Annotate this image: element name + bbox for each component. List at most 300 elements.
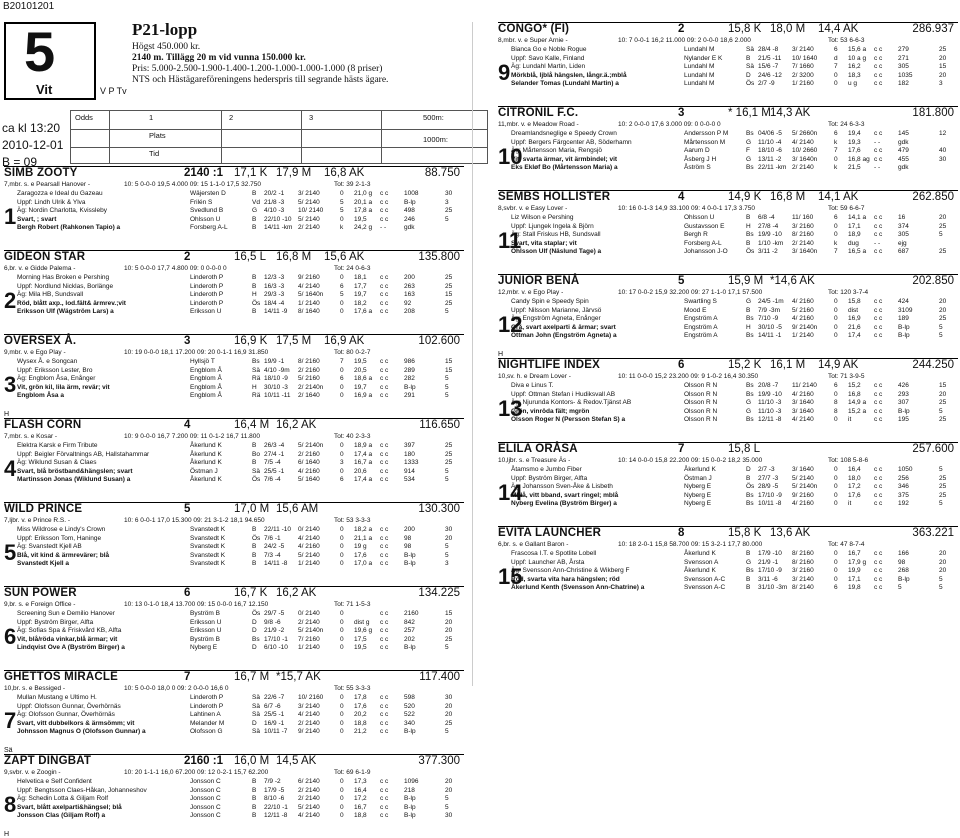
start-cell: 17/9 -10: [758, 550, 782, 557]
start-cell: 30/10 -3: [264, 383, 288, 391]
start-cell: c c: [380, 442, 389, 449]
start-cell: 19,7: [354, 383, 367, 391]
start-cell: Gustavsson E: [684, 222, 725, 230]
detail-line: Vit, grön kil, lila ärm, revär; vit: [17, 383, 110, 391]
start-cell: Andersson P M: [684, 130, 729, 137]
detail-line: Uppf: Eriksson Lester, Bro: [17, 366, 93, 374]
start-cell: gdk: [898, 138, 909, 146]
start-cell: Melander M: [190, 719, 225, 727]
distance: 5: [678, 275, 685, 287]
start-cell: 20,6: [354, 467, 367, 475]
start-row: [190, 291, 465, 300]
start-cell: 5: [340, 291, 344, 298]
record-2: 16,8 M: [770, 191, 806, 203]
horse-entry: [4, 502, 464, 586]
total-stats: Tot: 47 8-7-4: [828, 541, 865, 548]
start-row: [684, 164, 959, 173]
start-cell: c c: [874, 550, 883, 557]
start-cell: 5: [939, 231, 943, 238]
entry-header: [498, 191, 958, 205]
start-row: [190, 216, 465, 225]
start-cell: c c: [380, 627, 389, 634]
start-cell: 0: [834, 155, 838, 163]
start-cell: k: [340, 224, 344, 231]
distance: 3: [184, 335, 191, 347]
start-cell: 192: [898, 500, 909, 507]
start-cell: 17,6: [354, 551, 367, 559]
total-stats: Tot: 80 0-2-7: [334, 349, 371, 356]
pedigree: 6,br. s. e Gallant Baron -: [498, 541, 569, 548]
start-cell: 20/8 -7: [758, 382, 779, 389]
start-cell: 3109: [898, 306, 913, 314]
detail-line: Svart, ; svart: [17, 215, 57, 223]
pedigree-line: [498, 373, 958, 382]
start-cell: 195: [898, 416, 909, 423]
start-cell: Åkerlund K: [190, 476, 222, 483]
entry-header: [498, 107, 958, 121]
start-cell: 25/5 -1: [264, 467, 285, 475]
start-cell: B-lp: [404, 803, 416, 811]
detail-line: Svart, blå bröstband&hängslen; svart: [17, 467, 133, 475]
start-cell: B-lp: [898, 407, 910, 415]
start-cell: c c: [380, 543, 389, 550]
start-cell: Forsberg A-L: [684, 239, 722, 247]
horse-details: [17, 442, 149, 485]
start-row: [190, 812, 465, 821]
start-cell: 5: [445, 728, 449, 735]
detail-line: Uppf: Olofsson Gunnar, Överhörnäs: [17, 702, 121, 710]
start-cell: 28/4 -8: [758, 46, 779, 53]
start-cell: B: [252, 282, 257, 290]
start-cell: Östman J: [684, 474, 712, 482]
right-column: [498, 22, 958, 610]
entry-header: [498, 23, 958, 37]
start-cell: Sä: [252, 366, 260, 374]
start-cell: 5: [939, 323, 943, 331]
pedigree-line: [4, 601, 464, 610]
start-cell: 291: [404, 392, 415, 399]
total-stats: Tot: 53 6-6-3: [828, 37, 865, 44]
start-cell: 2/7 -9: [758, 80, 775, 87]
start-cell: c c: [380, 803, 389, 811]
start-cell: 0: [834, 298, 838, 305]
start-cell: 29/3 -3: [264, 291, 285, 298]
start-cell: 2/ 2160: [298, 450, 320, 458]
start-cell: 0: [340, 618, 344, 626]
start-cell: 426: [898, 382, 909, 389]
horse-name: CITRONIL F.C.: [498, 107, 579, 119]
start-row: [684, 223, 959, 232]
start-cell: 10/11 -11: [264, 392, 291, 399]
start-cell: 9/ 2140: [298, 728, 320, 735]
start-cell: B: [252, 803, 257, 811]
start-cell: Lundahl M: [684, 71, 715, 79]
start-cell: c c: [874, 222, 883, 230]
detail-line: Grön, vinröda fält; mgrön: [511, 407, 590, 415]
start-cell: Ös: [252, 476, 261, 483]
track-code: B = 09: [2, 155, 38, 169]
start-row: [684, 324, 959, 333]
start-cell: 3/ 2160: [792, 222, 814, 230]
start-cell: 24/6 -12: [758, 71, 782, 79]
start-cell: Åkerlund K: [190, 442, 222, 449]
pedigree: 10,sv. h. e Dream Lover -: [498, 373, 571, 380]
start-cell: 22/10 -1: [264, 803, 288, 811]
record-2: 16,1 M: [770, 359, 806, 371]
start-cell: 1/ 2140: [298, 299, 320, 307]
detail-line: Wysex Å. e Songcan: [17, 358, 78, 365]
start-cell: Forsberg A-L: [190, 224, 228, 231]
start-row: [190, 442, 465, 451]
start-row: [684, 46, 959, 55]
start-cell: 25: [939, 46, 947, 53]
horse-details: [17, 610, 125, 653]
horse-details: [511, 550, 644, 593]
start-cell: c c: [380, 291, 389, 298]
start-cell: dug: [848, 239, 859, 247]
start-cell: c c: [380, 728, 389, 735]
record-2: 18,0 M: [770, 23, 806, 35]
pedigree-line: [498, 37, 958, 46]
start-cell: 7/10 -9: [758, 315, 779, 322]
start-cell: k: [834, 138, 838, 146]
start-cell: 18,1: [354, 274, 367, 281]
earnings: 181.800: [912, 107, 954, 119]
detail-line: Äg: Stall Friskus HB, Sundsvall: [511, 231, 601, 238]
distance: 6: [184, 587, 191, 599]
start-cell: Ös: [252, 534, 261, 542]
season-stats: 10: 11 0-0-0 15,2 23.200 09: 9 1-0-2 16,4 30.350: [618, 373, 759, 380]
start-cell: 0: [340, 560, 344, 567]
detail-line: Helvetica e Self Confident: [17, 778, 92, 785]
horse-entry: [4, 166, 464, 250]
start-cell: Lundahl M: [684, 63, 715, 70]
start-cell: B: [746, 575, 751, 583]
start-cell: 5/ 2160: [792, 306, 814, 314]
earnings: 134.225: [418, 587, 460, 599]
start-cell: 1/ 2160: [792, 80, 814, 87]
start-cell: Svensson A-C: [684, 584, 726, 591]
start-row: [684, 72, 959, 81]
start-cell: 17,5: [354, 635, 367, 643]
start-cell: 5/ 2140n: [792, 483, 818, 490]
start-cell: 25: [445, 635, 453, 643]
entry-body: [4, 274, 464, 334]
start-cell: 20: [445, 618, 453, 626]
start-cell: c c: [380, 215, 389, 223]
start-cell: 28/9 -5: [758, 483, 779, 490]
horse-entry: [498, 22, 958, 106]
total-stats: Tot: 71 3-9-5: [828, 373, 865, 380]
start-cell: Lundahl M: [684, 80, 715, 87]
start-cell: c c: [380, 560, 389, 567]
start-cell: Vd: [252, 198, 260, 206]
detail-line: Äg: Mila HB, Sundsvall: [17, 291, 84, 298]
start-cell: 10/ 2160: [298, 694, 324, 701]
start-cell: 5: [939, 407, 943, 415]
pedigree-line: [498, 121, 958, 130]
start-cell: dist: [848, 306, 859, 314]
start-cell: Svanstedt K: [190, 551, 226, 559]
start-cell: 17,9 g: [848, 558, 867, 566]
earnings: 363.221: [912, 527, 954, 539]
start-cell: D: [252, 719, 257, 727]
start-cell: 17,7: [354, 282, 367, 290]
start-cell: 2/ 2140n: [298, 383, 324, 391]
start-cell: 1/10 -km: [758, 239, 784, 247]
start-cell: 10/11 -8: [758, 500, 782, 507]
start-cell: 8/ 2140: [792, 584, 814, 591]
start-cell: G: [746, 298, 752, 305]
start-row: [684, 382, 959, 391]
start-cell: 0: [340, 728, 344, 735]
start-cell: 25: [939, 248, 947, 255]
detail-line: Uppf: Ljungek Ingela & Björn: [511, 222, 594, 230]
start-cell: 17,6: [848, 147, 861, 154]
start-cell: c c: [380, 618, 389, 626]
start-cell: 0: [340, 551, 344, 559]
start-cell: 14/11 -9: [264, 308, 288, 315]
start-cell: Lahtinen A: [190, 711, 221, 718]
start-cell: 0: [340, 795, 344, 802]
start-cell: 18,9: [848, 231, 861, 238]
start-cell: 5: [340, 207, 344, 214]
start-cell: Åkerlund K: [684, 466, 716, 473]
start-cell: 6: [834, 584, 838, 591]
start-cell: 1/ 2140: [298, 644, 320, 651]
recent-starts: [190, 778, 465, 821]
start-cell: Johansson J-O: [684, 248, 728, 255]
start-cell: H: [252, 291, 257, 298]
recent-starts: [190, 694, 465, 737]
start-cell: 8/ 2160: [792, 231, 814, 238]
start-row: [684, 550, 959, 559]
start-cell: c c: [380, 476, 389, 483]
start-row: [190, 283, 465, 292]
start-cell: Eriksson U: [190, 308, 222, 315]
start-cell: c c: [874, 332, 883, 339]
start-cell: 2/7 -3: [758, 466, 775, 473]
record-2: 16,2 AK: [276, 419, 317, 431]
entry-body: [4, 610, 464, 670]
start-cell: 3/ 1640n: [792, 248, 818, 255]
start-cell: G: [252, 207, 258, 214]
start-cell: 0: [340, 467, 344, 475]
recent-starts: [684, 550, 959, 593]
start-cell: 18,9 a: [354, 442, 373, 449]
start-cell: 4/ 2160: [792, 500, 814, 507]
entry-body: [498, 298, 958, 358]
season-stats: 10: 7 0-0-1 16,2 11.000 09: 2 0-0-0 18,6 2.000: [618, 37, 751, 44]
start-row: [684, 63, 959, 72]
start-cell: Svanstedt K: [190, 534, 226, 542]
start-cell: 200: [404, 526, 415, 533]
start-cell: 7: [834, 147, 838, 154]
start-cell: 25: [445, 719, 453, 727]
start-cell: Bs: [746, 491, 754, 499]
start-cell: 0: [834, 416, 838, 423]
start-cell: 3/ 1640: [792, 399, 814, 406]
start-cell: 25: [939, 315, 947, 322]
start-cell: 7/9 -2: [264, 778, 281, 785]
start-cell: 479: [898, 147, 909, 154]
start-cell: c c: [874, 231, 883, 238]
detail-line: Uppf: Ottman Stefan i Hudiksvall AB: [511, 390, 616, 398]
start-row: [684, 483, 959, 492]
horse-name: JUNIOR BENÅ: [498, 275, 580, 287]
start-cell: 842: [404, 618, 415, 626]
start-row: [190, 804, 465, 813]
earnings: 377.300: [418, 755, 460, 767]
start-cell: 98: [404, 543, 412, 550]
start-cell: Bergh R: [684, 231, 708, 238]
start-cell: 20: [939, 550, 947, 557]
start-cell: 0: [340, 812, 344, 819]
start-row: [190, 728, 465, 737]
start-cell: Linderoth P: [190, 282, 224, 290]
start-cell: 20: [939, 306, 947, 314]
record-2: 15,6 AM: [276, 503, 319, 515]
start-cell: c c: [380, 450, 389, 458]
start-cell: B: [746, 239, 751, 247]
start-cell: 21,6: [848, 323, 861, 331]
start-cell: Åsberg J H: [684, 155, 717, 163]
detail-line: Ottman John (Engström Agneta) a: [511, 332, 617, 339]
start-cell: c c: [874, 575, 883, 583]
start-cell: Engblom Å: [190, 375, 222, 382]
horse-entry: [4, 754, 464, 838]
start-number: 7: [4, 708, 17, 733]
entry-body: [4, 190, 464, 250]
recent-starts: [190, 526, 465, 569]
start-number: 4: [4, 456, 17, 481]
document-id: B20101201: [3, 1, 55, 12]
start-cell: 16,9: [848, 315, 861, 322]
start-cell: 20,5: [354, 366, 367, 374]
start-cell: c c: [380, 526, 389, 533]
start-cell: Olsson R N: [684, 382, 718, 389]
start-cell: B: [252, 526, 257, 533]
start-number: 12: [498, 312, 523, 337]
start-cell: 1096: [404, 778, 419, 785]
total-stats: Tot: 71 1-5-3: [334, 601, 371, 608]
start-cell: 2/ 2140: [792, 164, 814, 171]
start-cell: Lundahl M: [684, 46, 715, 53]
start-cell: 2/ 2140: [298, 618, 320, 626]
start-cell: 182: [898, 80, 909, 87]
start-cell: 163: [404, 291, 415, 298]
start-cell: 10 a g: [848, 54, 867, 62]
start-number: 5: [4, 540, 17, 565]
start-cell: 424: [898, 298, 909, 305]
start-cell: 19/9 -1: [264, 358, 285, 365]
start-cell: 6: [340, 375, 344, 382]
track-letter: H: [498, 351, 504, 358]
start-cell: 17,2: [848, 483, 861, 490]
start-row: [684, 567, 959, 576]
race-conditions: [132, 42, 388, 86]
start-row: [684, 214, 959, 223]
start-cell: 0: [340, 308, 344, 315]
start-cell: c c: [380, 719, 389, 727]
record-1: 15,8 L: [728, 443, 760, 455]
track-letter: H: [4, 831, 10, 838]
start-row: [190, 476, 465, 485]
entry-body: [498, 130, 958, 190]
earnings: 202.850: [912, 275, 954, 287]
race-info-line: Högst 450.000 kr.: [132, 42, 201, 52]
start-cell: 0: [834, 474, 838, 482]
start-cell: 2/ 2160: [298, 366, 320, 374]
detail-line: Olsson Roger N (Persson Stefan S) a: [511, 416, 626, 423]
detail-line: Elektra Karsk e Firm Tribute: [17, 442, 98, 449]
start-cell: 7/ 1660: [792, 63, 814, 70]
start-cell: 0: [340, 702, 344, 710]
horse-details: [511, 130, 632, 173]
pedigree: 9,mbr. v. e Ego Play -: [4, 349, 66, 356]
start-cell: 19/9 -10: [758, 390, 782, 398]
odds-label: Odds: [75, 113, 93, 122]
split-500: 500m:: [423, 113, 444, 122]
start-cell: B-lp: [898, 323, 910, 331]
start-cell: 25: [939, 474, 947, 482]
start-cell: 6/ 1640: [298, 459, 320, 466]
start-cell: 0: [834, 550, 838, 557]
start-cell: 5: [445, 308, 449, 315]
start-cell: 3: [340, 459, 344, 466]
start-cell: G: [746, 155, 752, 163]
start-cell: c c: [380, 778, 389, 785]
start-cell: 0: [340, 719, 344, 727]
detail-line: Diva e Linus T.: [511, 382, 554, 389]
start-row: [190, 610, 465, 619]
start-cell: 7/6 -1: [264, 534, 281, 542]
start-cell: 3/11 -2: [758, 248, 778, 255]
start-cell: c c: [874, 155, 883, 163]
start-cell: 20: [445, 627, 453, 634]
start-cell: 31/10 -3m: [758, 584, 788, 591]
distance: 2140 :1: [184, 167, 224, 179]
start-row: [190, 795, 465, 804]
start-cell: 3/ 1640: [792, 466, 814, 473]
start-cell: 30: [939, 155, 947, 163]
start-cell: Nyberg E: [684, 483, 712, 490]
start-cell: 17,4 a: [354, 450, 373, 458]
start-cell: 17,2: [354, 795, 367, 802]
start-cell: 24,2 g: [354, 224, 373, 231]
start-row: [684, 576, 959, 585]
start-cell: 8/ 2160: [298, 358, 320, 365]
start-number: 15: [498, 564, 523, 589]
start-cell: Eriksson U: [190, 627, 222, 634]
start-cell: 455: [898, 155, 909, 163]
start-cell: Sä: [252, 728, 260, 735]
start-cell: 19,3: [848, 138, 861, 146]
total-stats: Tot: 69 6-1-9: [334, 769, 371, 776]
entry-body: [4, 526, 464, 586]
start-row: [684, 130, 959, 139]
start-cell: 18,2 a: [354, 526, 373, 533]
pedigree-line: [498, 289, 958, 298]
start-row: [190, 526, 465, 535]
start-cell: 20: [939, 567, 947, 574]
start-cell: 11/ 2140: [792, 382, 817, 389]
start-cell: 17,4: [848, 332, 861, 339]
start-cell: 19,4: [848, 130, 861, 137]
detail-line: Morning Has Broken e Pershing: [17, 274, 110, 281]
start-cell: 7: [834, 63, 838, 70]
start-cell: B: [252, 543, 257, 550]
